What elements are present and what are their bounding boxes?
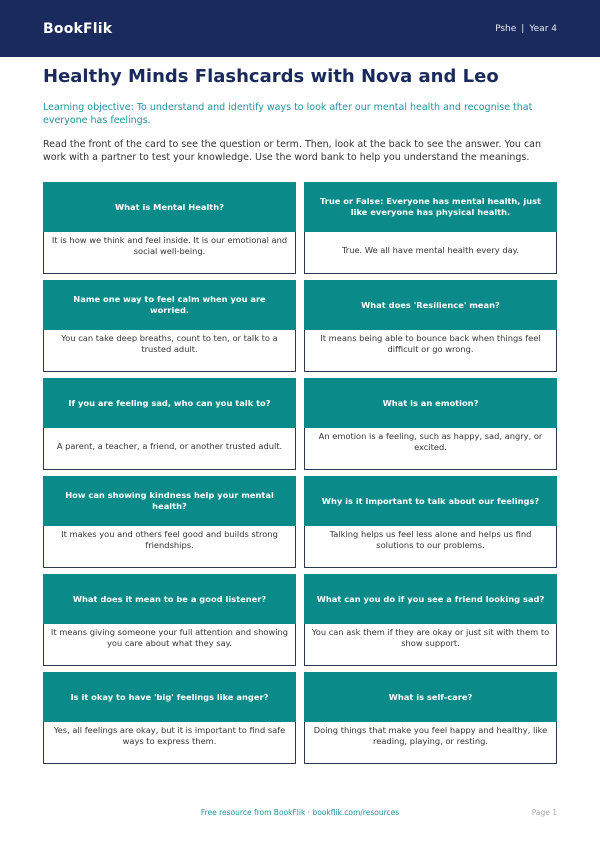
page-title: Healthy Minds Flashcards with Nova and Leo — [43, 66, 499, 87]
flashcard — [304, 672, 557, 764]
flashcard — [43, 574, 296, 666]
flashcard-back: It is how we think and feel inside. It is our emotional and social well-being. — [43, 232, 296, 274]
flashcard-row — [43, 280, 557, 378]
flashcard — [43, 672, 296, 764]
page-footer — [0, 808, 600, 820]
flashcard-row — [43, 182, 557, 280]
flashcard-front: Is it okay to have 'big' feelings like anger? — [43, 672, 296, 722]
flashcard — [304, 182, 557, 274]
flashcard-front: What does 'Resilience' mean? — [304, 280, 557, 330]
flashcard-row — [43, 672, 557, 770]
flashcard-back: True. We all have mental health every day. — [304, 232, 557, 274]
flashcard-row — [43, 574, 557, 672]
flashcard — [43, 378, 296, 470]
footer-source-link[interactable]: Free resource from BookFlik · bookflik.com/resources — [200, 808, 400, 817]
flashcard — [43, 182, 296, 274]
flashcard-front: What is self-care? — [304, 672, 557, 722]
flashcard — [304, 378, 557, 470]
flashcard-back: You can ask them if they are okay or just sit with them to show support. — [304, 624, 557, 666]
flashcard-front: Name one way to feel calm when you are worried. — [43, 280, 296, 330]
flashcard-row — [43, 378, 557, 476]
flashcard-front: Why is it important to talk about our feelings? — [304, 476, 557, 526]
flashcard — [304, 280, 557, 372]
flashcard — [304, 574, 557, 666]
breadcrumb-separator: | — [521, 23, 525, 34]
flashcard — [43, 280, 296, 372]
flashcard-front: True or False: Everyone has mental health, just like everyone has physical health. — [304, 182, 557, 232]
flashcard-back: It means giving someone your full attention and showing you care about what they say. — [43, 624, 296, 666]
top-bar — [0, 0, 600, 57]
flashcard-back: It makes you and others feel good and builds strong friendships. — [43, 526, 296, 568]
instructions: Read the front of the card to see the question or term. Then, look at the back to see the answer. You can work with a partner to test your knowledge. Use the word bank to help you understand the meanings. — [43, 139, 542, 163]
flashcard-front: What can you do if you see a friend looking sad? — [304, 574, 557, 624]
flashcard-back: An emotion is a feeling, such as happy, sad, angry, or excited. — [304, 428, 557, 470]
flashcard-back: It means being able to bounce back when things feel difficult or go wrong. — [304, 330, 557, 372]
brand-logo: BookFlik — [43, 20, 113, 37]
subject-label: Pshe — [495, 23, 517, 34]
year-label: Year 4 — [529, 23, 557, 34]
flashcard-back: A parent, a teacher, a friend, or another trusted adult. — [43, 428, 296, 470]
flashcard-front: What is Mental Health? — [43, 182, 296, 232]
flashcard-front: If you are feeling sad, who can you talk to? — [43, 378, 296, 428]
flashcard-grid — [43, 182, 557, 770]
flashcard-row — [43, 476, 557, 574]
flashcard-back: Talking helps us feel less alone and helps us find solutions to our problems. — [304, 526, 557, 568]
flashcard-back: Doing things that make you feel happy and healthy, like reading, playing, or resting. — [304, 722, 557, 764]
flashcard-front: How can showing kindness help your mental health? — [43, 476, 296, 526]
flashcard-front: What does it mean to be a good listener? — [43, 574, 296, 624]
flashcard-front: What is an emotion? — [304, 378, 557, 428]
learning-objective: Learning objective: To understand and identify ways to look after our mental health and recognise that everyone has feelings. — [43, 102, 533, 126]
flashcard-back: Yes, all feelings are okay, but it is important to find safe ways to express them. — [43, 722, 296, 764]
breadcrumb — [495, 24, 557, 34]
page-number: Page 1 — [531, 808, 557, 817]
flashcard — [304, 476, 557, 568]
flashcard — [43, 476, 296, 568]
flashcard-back: You can take deep breaths, count to ten, or talk to a trusted adult. — [43, 330, 296, 372]
